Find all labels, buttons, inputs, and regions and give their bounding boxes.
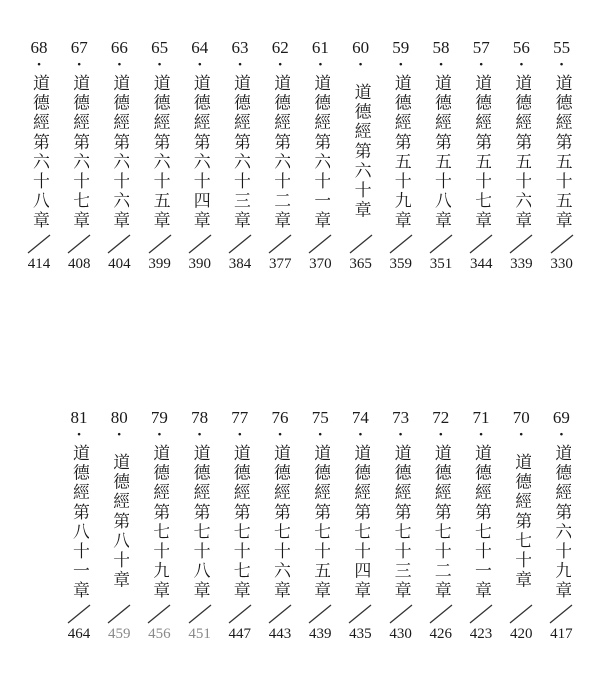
page-number: 359 [389, 256, 413, 272]
chapter-title: 道德經第七十七章 [229, 443, 250, 601]
slash-divider [106, 604, 132, 624]
chapter-title: 道德經第七十二章 [430, 443, 451, 601]
chapter-number: 66 [110, 38, 128, 57]
chapter-number: 58 [432, 38, 450, 57]
chapter-number: 72 [432, 408, 450, 427]
toc-entry[interactable] [464, 408, 498, 644]
separator-dot: · [76, 57, 82, 73]
toc-entry[interactable] [263, 408, 297, 644]
chapter-number: 70 [512, 408, 530, 427]
chapter-title: 道德經第六十五章 [149, 73, 170, 231]
separator-dot: · [438, 57, 444, 73]
chapter-title: 道德經第六十九章 [551, 443, 572, 601]
separator-dot: · [36, 57, 42, 73]
slash-divider [146, 604, 172, 624]
separator-dot: · [277, 57, 283, 73]
chapter-title: 道德經第七十六章 [270, 443, 290, 601]
slash-divider [468, 234, 494, 254]
chapter-title: 道德經第五十六章 [511, 73, 532, 231]
toc-entry[interactable] [62, 408, 96, 644]
slash-divider [388, 234, 414, 254]
page-number: 417 [550, 626, 573, 642]
chapter-title: 道德經第五十五章 [551, 73, 572, 231]
slash-divider [66, 604, 92, 624]
page-number: 351 [429, 256, 453, 272]
chapter-number: 68 [30, 38, 48, 57]
chapter-title: 道德經第八十章 [109, 453, 130, 591]
page-number: 408 [67, 256, 91, 272]
separator-dot: · [237, 57, 243, 73]
toc-entry[interactable] [343, 408, 377, 644]
toc-entry[interactable] [183, 38, 217, 274]
separator-dot: · [558, 427, 564, 443]
chapter-title: 道德經第七十八章 [189, 443, 210, 601]
toc-entry[interactable] [464, 38, 498, 274]
separator-dot: · [277, 427, 283, 443]
chapter-title: 道德經第六十八章 [29, 73, 49, 231]
page-number: 399 [148, 256, 171, 272]
page-number: 443 [268, 626, 292, 642]
page-number: 365 [349, 256, 372, 272]
toc-entry[interactable] [22, 38, 56, 274]
separator-dot: · [357, 427, 363, 443]
chapter-number: 56 [512, 38, 530, 57]
toc-entry[interactable] [62, 38, 96, 274]
toc-entry[interactable] [143, 38, 177, 274]
chapter-number: 71 [472, 408, 490, 427]
page-number: 451 [188, 626, 211, 642]
chapter-title: 道德經第六十一章 [310, 73, 331, 231]
slash-divider [147, 234, 173, 254]
separator-dot: · [116, 57, 122, 73]
chapter-number: 76 [271, 408, 289, 427]
toc-entry[interactable] [544, 408, 578, 644]
chapter-title: 道德經第六十章 [350, 83, 371, 221]
chapter-number: 65 [151, 38, 169, 57]
toc-entry[interactable] [424, 408, 458, 644]
page-number: 435 [349, 626, 372, 642]
separator-dot: · [478, 427, 484, 443]
slash-divider [307, 604, 333, 624]
chapter-number: 62 [271, 38, 289, 57]
page-number: 459 [107, 626, 131, 642]
separator-dot: · [478, 57, 484, 73]
slash-divider [428, 234, 454, 254]
chapter-number: 55 [553, 38, 571, 57]
page-number: 404 [108, 256, 131, 272]
page-number: 423 [469, 626, 493, 642]
separator-dot: · [197, 57, 203, 73]
toc-entry[interactable] [142, 408, 176, 644]
slash-divider [187, 234, 213, 254]
separator-dot: · [317, 427, 323, 443]
chapter-title: 道德經第七十章 [511, 453, 532, 591]
page-number: 414 [27, 256, 51, 272]
slash-divider [348, 234, 374, 254]
slash-divider [549, 234, 575, 254]
page-number: 339 [510, 256, 533, 272]
chapter-number: 80 [110, 408, 128, 427]
separator-dot: · [358, 57, 364, 73]
toc-entry[interactable] [303, 408, 337, 644]
slash-divider [106, 234, 132, 254]
chapter-number: 64 [191, 38, 209, 57]
page-number: 439 [308, 626, 332, 642]
page-number: 330 [550, 256, 573, 272]
separator-dot: · [156, 427, 162, 443]
page-number: 377 [268, 256, 292, 272]
page-number: 464 [67, 626, 91, 642]
chapter-title: 道德經第五十七章 [471, 73, 492, 231]
slash-divider [388, 604, 414, 624]
chapter-title: 道德經第七十五章 [310, 443, 331, 601]
chapter-title: 道德經第七十九章 [149, 443, 170, 601]
slash-divider [468, 604, 494, 624]
chapter-number: 67 [70, 38, 88, 57]
slash-divider [267, 604, 293, 624]
page-number: 420 [509, 626, 533, 642]
page-number: 456 [148, 626, 171, 642]
chapter-title: 道德經第六十六章 [109, 73, 130, 231]
separator-dot: · [398, 427, 404, 443]
toc-entry[interactable] [545, 38, 579, 274]
separator-dot: · [518, 57, 524, 73]
separator-dot: · [116, 427, 122, 443]
toc-entry[interactable] [223, 38, 257, 274]
toc-entry[interactable] [102, 408, 136, 644]
slash-divider [227, 234, 253, 254]
chapter-title: 道德經第五十九章 [390, 73, 411, 231]
chapter-number: 73 [392, 408, 410, 427]
chapter-number: 61 [311, 38, 329, 57]
chapter-number: 63 [231, 38, 249, 57]
slash-divider [227, 604, 253, 624]
chapter-title: 道德經第六十七章 [69, 73, 90, 231]
toc-entry[interactable] [102, 38, 136, 274]
toc-entry[interactable] [504, 408, 538, 644]
toc-entry[interactable] [303, 38, 337, 274]
slash-divider [307, 234, 333, 254]
chapter-number: 57 [472, 38, 490, 57]
toc-entry[interactable] [384, 408, 418, 644]
page-number: 426 [429, 626, 453, 642]
slash-divider [508, 604, 534, 624]
slash-divider [428, 604, 454, 624]
separator-dot: · [237, 427, 243, 443]
chapter-title: 道德經第七十三章 [390, 443, 411, 601]
toc-entry[interactable] [183, 408, 217, 644]
slash-divider [187, 604, 213, 624]
chapter-number: 79 [150, 408, 168, 427]
chapter-number: 77 [231, 408, 249, 427]
toc-entry[interactable] [504, 38, 538, 274]
slash-divider [267, 234, 293, 254]
page-number: 370 [309, 256, 332, 272]
chapter-number: 69 [552, 408, 570, 427]
page-number: 344 [469, 256, 493, 272]
chapter-title: 道德經第六十三章 [230, 73, 250, 231]
toc-entry[interactable] [384, 38, 418, 274]
separator-dot: · [518, 427, 524, 443]
separator-dot: · [76, 427, 82, 443]
separator-dot: · [398, 57, 404, 73]
page-number: 447 [228, 626, 252, 642]
slash-divider [548, 604, 574, 624]
page-number: 384 [228, 256, 252, 272]
chapter-title: 道德經第七十一章 [471, 443, 491, 601]
separator-dot: · [559, 57, 565, 73]
toc-entry[interactable] [263, 38, 297, 274]
chapter-number: 60 [352, 38, 370, 57]
toc-entry[interactable] [344, 38, 378, 274]
separator-dot: · [317, 57, 323, 73]
chapter-title: 道德經第五十八章 [431, 73, 451, 231]
page-number: 390 [188, 256, 212, 272]
page-number: 430 [389, 626, 412, 642]
chapter-number: 74 [351, 408, 369, 427]
separator-dot: · [197, 427, 203, 443]
chapter-title: 道德經第六十四章 [189, 73, 210, 231]
separator-dot: · [438, 427, 444, 443]
toc-entry[interactable] [223, 408, 257, 644]
chapter-title: 道德經第八十一章 [69, 443, 89, 601]
chapter-number: 75 [311, 408, 329, 427]
chapter-title: 道德經第六十二章 [270, 73, 291, 231]
toc-entry[interactable] [424, 38, 458, 274]
chapter-title: 道德經第七十四章 [350, 443, 371, 601]
chapter-number: 78 [191, 408, 209, 427]
separator-dot: · [157, 57, 163, 73]
slash-divider [508, 234, 534, 254]
slash-divider [26, 234, 52, 254]
chapter-number: 59 [392, 38, 410, 57]
chapter-number: 81 [70, 408, 88, 427]
slash-divider [66, 234, 92, 254]
slash-divider [347, 604, 373, 624]
